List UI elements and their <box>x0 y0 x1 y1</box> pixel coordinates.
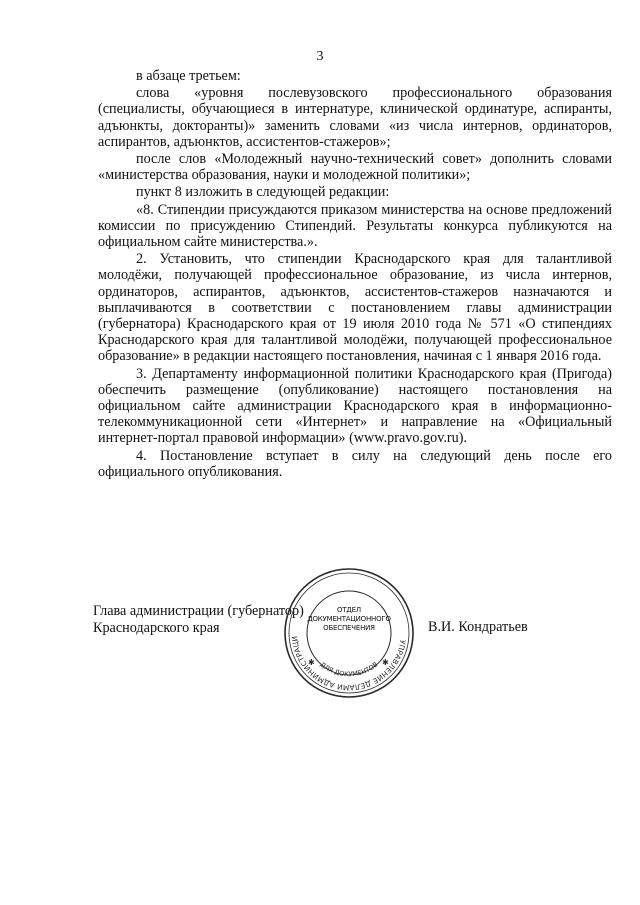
stamp-center-line: ДОКУМЕНТАЦИОННОГО <box>307 615 391 623</box>
page-number: 3 <box>316 49 324 64</box>
stamp-seal-icon <box>282 566 416 700</box>
paragraph: после слов «Молодежный научно-технический совет» дополнить словами «министерства образования, науки и молодежной политики»; <box>98 151 612 184</box>
svg-text:ДЛЯ ДОКУМЕНТОВ <box>318 660 379 678</box>
official-stamp <box>282 566 416 700</box>
paragraph: 2. Установить, что стипендии Краснодарского края для талантливой молодёжи, получающей профессиональное образование, из числа интернов, ординаторов, аспирантов, адъюнктов, ассистентов-стажеров назначаются и выплачиваются в соответствии с постановлением главы администрации (губернатора) Краснодарского края от 19 июля 2010 года № 571 «О стипендиях Краснодарского края для талантливой молодёжи, получающей профессиональное образование» в редакции настоящего постановления, начиная с 1 января 2016 года. <box>98 251 612 365</box>
stamp-ring-text: УПРАВЛЕНИЕ ДЕЛАМИ АДМИНИСТРАЦИ <box>290 635 408 693</box>
stamp-center-text <box>304 606 394 633</box>
signatory-title-line: Глава администрации (губернатор) <box>93 603 304 619</box>
svg-text:✱: ✱ <box>308 658 315 667</box>
paragraph: пункт 8 изложить в следующей редакции: <box>136 184 390 201</box>
svg-text:✱: ✱ <box>382 658 389 667</box>
stamp-center-line: ОБЕСПЕЧЕНИЯ <box>323 624 375 632</box>
paragraph: слова «уровня послевузовского профессионального образования (специалисты, обучающиеся в интернатуре, клинической ординатуре, аспиранты, адъюнкты, докторанты)» заменить словами «из числа интернов, ординаторов, аспирантов, адъюнктов, ассистентов-стажеров»; <box>98 85 612 150</box>
paragraph: «8. Стипендии присуждаются приказом министерства на основе предложений комиссии по присуждению Стипендий. Результаты конкурса публикуются на официальном сайте министерства.». <box>98 201 612 251</box>
paragraph: в абзаце третьем: <box>136 68 241 84</box>
paragraph: 4. Постановление вступает в силу на следующий день после его официального опубликования. <box>98 447 612 480</box>
paragraph: 3. Департаменту информационной политики Краснодарского края (Пригода) обеспечить размещение (опубликование) настоящего постановления на официальном сайте администрации Краснодарского края в информационно-телекоммуникационной сети «Интернет» и направление на «Официальный интернет-портал правовой информации» (www.pravo.gov.ru). <box>98 365 612 447</box>
document-body <box>98 68 612 481</box>
stamp-bottom-text: ДЛЯ ДОКУМЕНТОВ <box>318 660 380 679</box>
signatory-title-line: Краснодарского края <box>93 619 220 636</box>
signatory-name: В.И. Кондратьев <box>428 619 528 635</box>
signatory-title <box>93 603 304 636</box>
stamp-center-line: ОТДЕЛ <box>337 606 361 614</box>
